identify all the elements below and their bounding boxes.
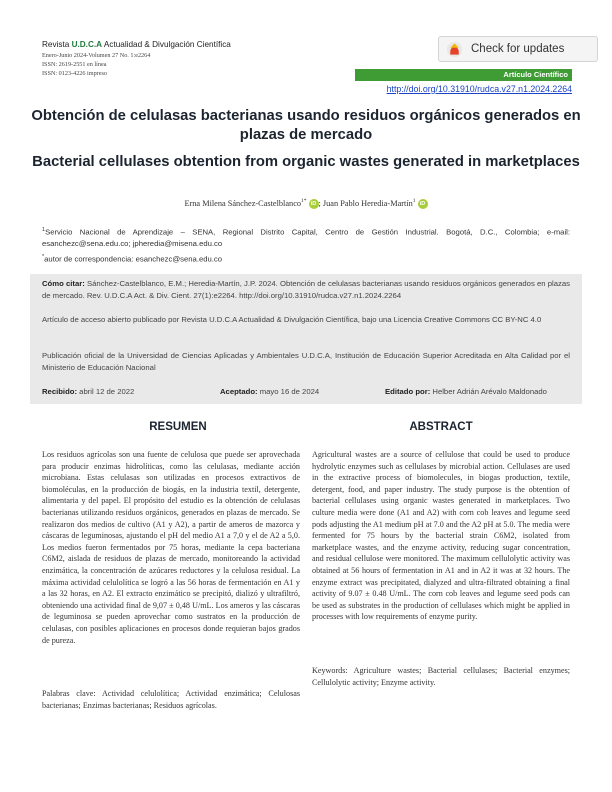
abstract-body: Agricultural wastes are a source of cellulose that could be used to produce hydrolytic enzymes such as cellulases by microbial action. Cellulases are used in the extractive process of biomolecules, in biogas production, textile, detergent, food, and paper industry. The study purpose is the obtention of bacterial cellulases using organic wastes generated in marketplaces. Two culture media were done (A1 and A2) with corn cob leaves and legume seed pods adjusting the A1 medium pH at 7.0 and the A2 pH at 5.0. The media were fermented for 75 hours by the bacterial strain C6M2, isolated from marketplace wastes, and the enzyme activity, reducing sugar concentration, and residual cellulose were monitored. The maximum cellulolytic activity was obtained at 56 hours of fermentation in A1 and in A2 it was at 32 hours. The enzyme extract was precipitated, dialyzed and ultra-filtrated obtaining a final activity of 9.07 ± 0.48 U/mL. The corn cob leaves and legume seed pods can be used as substrates in the production of cellulases which might be applied in processes with low requirements of enzyme purity.	[312, 450, 570, 622]
editor-label: Editado por:	[385, 387, 431, 396]
journal-name-prefix: Revista	[42, 40, 72, 49]
license-text: Artículo de acceso abierto publicado por Revista U.D.C.A Actualidad & Divulgación Científica, bajo una Licencia Creative Commons CC BY-NC 4.0	[42, 315, 542, 324]
corresponding-author	[42, 254, 222, 264]
abstract-heading: ABSTRACT	[409, 421, 473, 433]
journal-issn-print: ISSN: 0123-4226 impreso	[42, 70, 107, 77]
corresponding-sup: *	[42, 254, 45, 260]
publication-text: Publicación oficial de la Universidad de Ciencias Aplicadas y Ambientales U.D.C.A, Institución de Educación Superior Acreditada en Alta Calidad por el Ministerio de Educación Nacional	[42, 351, 570, 372]
author-separator: ;	[318, 198, 323, 208]
citation-text: Sánchez-Castelblanco, E.M.; Heredia-Martín, J.P. 2024. Obtención de celulasas bacterianas usando residuos orgánicos generados en plazas de mercado. Rev. U.D.C.A Act. & Div. Cient. 27(1):e2264. http://doi.org/10.31910/rudca.v27.n1.2024.2264	[42, 279, 570, 300]
accepted-label: Aceptado:	[220, 387, 258, 396]
doi-link[interactable]: http://doi.org/10.31910/rudca.v27.n1.2024.2264	[386, 84, 572, 94]
article-type-banner: Artículo Científico	[355, 69, 572, 81]
resumen-heading: RESUMEN	[149, 421, 207, 433]
check-for-updates-button[interactable]	[438, 36, 598, 62]
accepted-value: mayo 16 de 2024	[257, 387, 320, 396]
accepted-date	[220, 387, 319, 396]
received-value: abril 12 de 2022	[77, 387, 135, 396]
journal-name	[42, 40, 231, 49]
corresponding-text: autor de correspondencia: esanchezc@sena.edu.co	[44, 254, 223, 264]
resumen-body: Los residuos agrícolas son una fuente de celulosa que puede ser aprovechada para producir enzimas hidrolíticas, como las celulasas, mediante acción microbiana. Estas celulasas son utilizadas en procesos extractivos de biomoléculas, en la producción de biogás, en la industria textil, detergente, alimentaria y del papel. El propósito del estudio es la obtención de celulasas bacterianas utilizando residuos orgánicos, generados en plazas de mercado. Se realizaron dos medios de cultivo (A1 y A2), a partir de ameros de mazorca y cáscaras de leguminosas, ajustando el pH del medio A1 a 7,0 y el de A2 a 5,0. Los medios fueron fermentados por 75 horas, mediante la cepa bacteriana C6M2, aislada de residuos de plazas de mercado, monitoreando la actividad enzimática, la concentración de azúcares reductores y la celulosa residual. La máxima actividad celulolítica se logró a las 56 horas de fermentación en A1 y a las 32 horas, en A2. El extracto enzimático se precipitó, dializó y ultrafiltró, obteniendo una actividad final de 9,07 ± 0,48 U/mL. Los ameros y las cáscaras de leguminosa se pueden aprovechar como sustratos en la producción de celulasas, con posibles aplicaciones en procesos donde requieran bajos grados de pureza.	[42, 450, 300, 645]
affiliation-text: Servicio Nacional de Aprendizaje – SENA, Regional Distrito Capital, Centro de Gestión Industrial. Bogotá, D.C., Colombia; e-mail: esanchezc@sena.edu.co; jpheredia@misena.edu.co	[42, 227, 570, 249]
affiliation	[42, 225, 570, 250]
check-for-updates-icon	[446, 41, 463, 58]
author-1-name: Erna Milena Sánchez-Castelblanco	[184, 198, 302, 208]
author-1-sup: 1*	[301, 198, 307, 204]
editor-value: Helber Adrián Arévalo Maldonado	[430, 387, 547, 396]
orcid-icon[interactable]: iD	[418, 199, 428, 209]
journal-issue: Enero-Junio 2024-Volumen 27 No. 1:e2264	[42, 52, 151, 59]
citation	[42, 278, 570, 302]
author-2-sup: 1	[412, 198, 416, 204]
orcid-icon[interactable]: iD	[309, 199, 319, 209]
affiliation-sup: 1	[42, 227, 46, 233]
author-list	[40, 198, 572, 209]
citation-label: Cómo citar:	[42, 279, 85, 288]
editor	[385, 387, 547, 396]
title-spanish: Obtención de celulasas bacterianas usando residuos orgánicos generados en plazas de mercado	[31, 108, 581, 143]
received-label: Recibido:	[42, 387, 78, 396]
author-2-name: Juan Pablo Heredia-Martín	[322, 198, 413, 208]
resumen-keywords: Palabras clave: Actividad celulolítica; Actividad enzimática; Celulosas bacterianas; Enzimas bacterianas; Residuos agrícolas.	[42, 689, 300, 710]
check-for-updates-label: Check for updates	[471, 43, 565, 55]
received-date	[42, 387, 134, 396]
title-english: Bacterial cellulases obtention from organic wastes generated in marketplaces	[32, 154, 580, 170]
journal-brand: U.D.C.A	[71, 40, 103, 49]
abstract-keywords: Keywords: Agriculture wastes; Bacterial cellulases; Bacterial enzymes; Cellulolytic activity; Enzyme activity.	[312, 666, 570, 687]
journal-issn-online: ISSN: 2619-2551 en línea	[42, 61, 107, 68]
journal-name-suffix: Actualidad & Divulgación Científica	[102, 40, 231, 49]
